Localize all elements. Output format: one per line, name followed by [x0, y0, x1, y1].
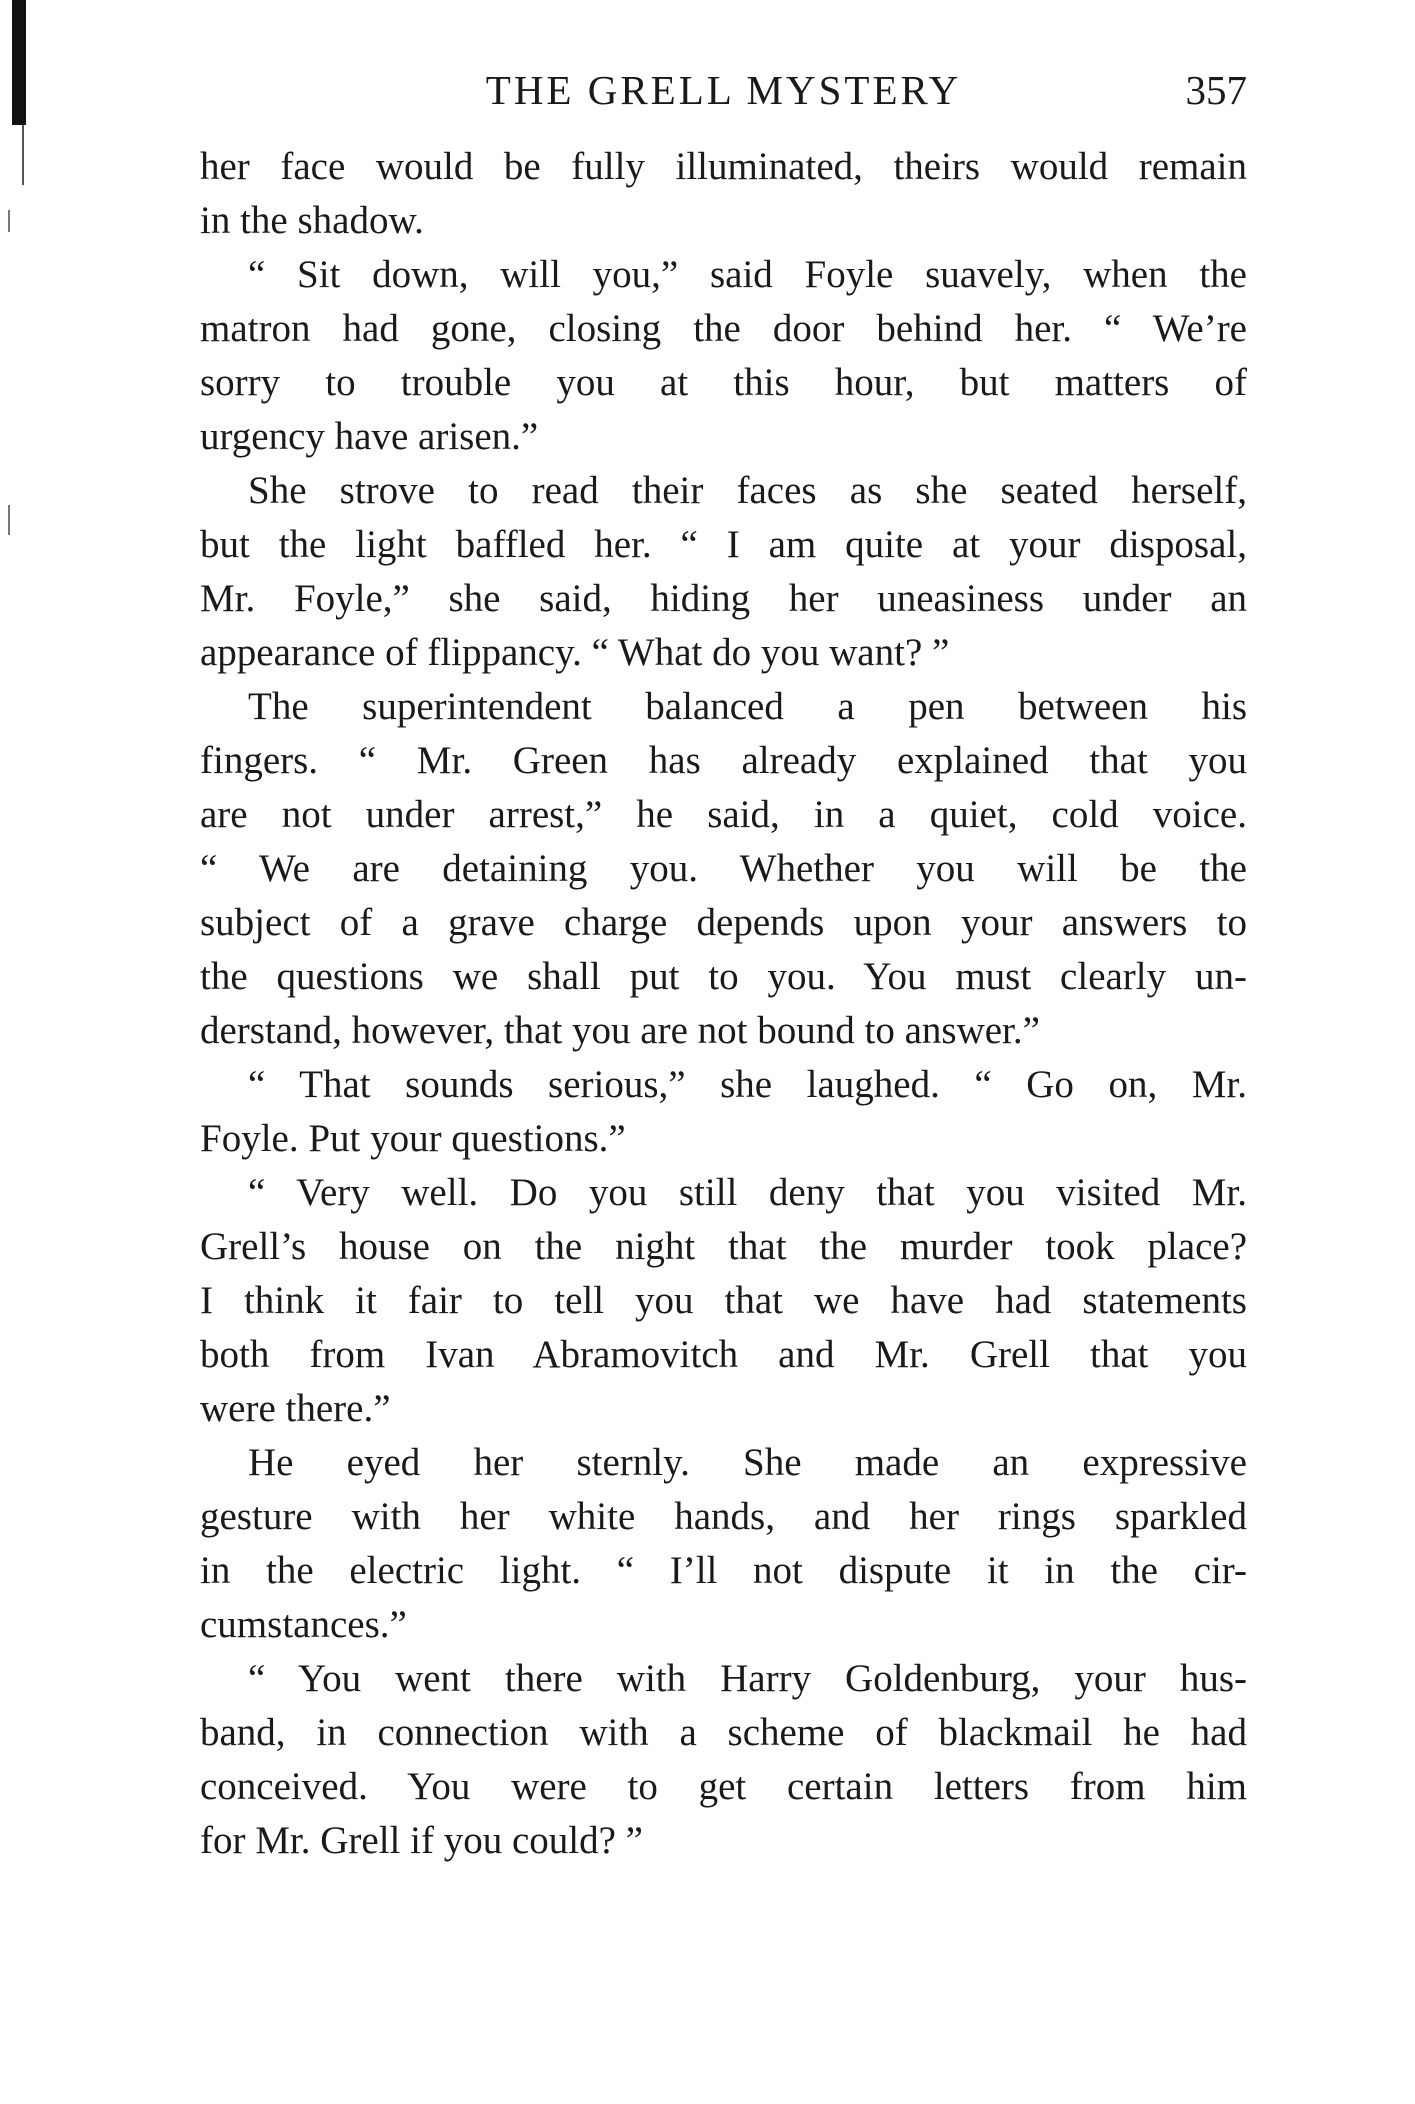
text-line: subject of a grave charge depends upon your answers to: [200, 901, 1247, 944]
page-binding-edge: [12, 0, 26, 125]
margin-mark: [8, 210, 10, 232]
text-line: Mr. Foyle,” she said, hiding her uneasiness under an: [200, 577, 1247, 620]
text-line: for Mr. Grell if you could? ”: [200, 1819, 643, 1862]
text-line: “ Sit down, will you,” said Foyle suavely, when the: [248, 253, 1247, 296]
text-line: “ That sounds serious,” she laughed. “ Go on, Mr.: [248, 1063, 1247, 1106]
text-line: were there.”: [200, 1387, 391, 1430]
text-line: The superintendent balanced a pen between his: [248, 685, 1247, 728]
text-line: Foyle. Put your questions.”: [200, 1117, 626, 1160]
page-binding-edge-lower: [22, 125, 24, 185]
text-line: derstand, however, that you are not bound to answer.”: [200, 1009, 1040, 1052]
text-line: her face would be fully illuminated, theirs would remain: [200, 145, 1247, 188]
text-line: fingers. “ Mr. Green has already explained that you: [200, 739, 1247, 782]
text-line: the questions we shall put to you. You must clearly un-: [200, 955, 1247, 998]
text-line: band, in connection with a scheme of blackmail he had: [200, 1711, 1247, 1754]
text-line: She strove to read their faces as she seated herself,: [248, 469, 1247, 512]
text-line: cumstances.”: [200, 1603, 407, 1646]
running-title: THE GRELL MYSTERY: [485, 67, 962, 113]
text-line: in the shadow.: [200, 199, 424, 242]
text-line: Grell’s house on the night that the murder took place?: [200, 1225, 1247, 1268]
text-line: “ We are detaining you. Whether you will be the: [200, 847, 1247, 890]
text-line: appearance of flippancy. “ What do you want? ”: [200, 631, 950, 674]
text-line: “ You went there with Harry Goldenburg, your hus-: [248, 1657, 1247, 1700]
body-text: [200, 140, 1247, 1868]
text-line: I think it fair to tell you that we have had statements: [200, 1279, 1247, 1322]
page-number: 357: [1185, 67, 1247, 113]
text-line: both from Ivan Abramovitch and Mr. Grell that you: [200, 1333, 1247, 1376]
margin-mark: [8, 505, 10, 535]
text-line: gesture with her white hands, and her rings sparkled: [200, 1495, 1247, 1538]
text-line: “ Very well. Do you still deny that you visited Mr.: [248, 1171, 1247, 1214]
text-line: in the electric light. “ I’ll not dispute it in the cir-: [200, 1549, 1247, 1592]
text-line: conceived. You were to get certain letters from him: [200, 1765, 1247, 1808]
text-line: urgency have arisen.”: [200, 415, 539, 458]
text-line: sorry to trouble you at this hour, but matters of: [200, 361, 1247, 404]
text-line: He eyed her sternly. She made an expressive: [248, 1441, 1247, 1484]
page-header: [200, 62, 1247, 118]
text-line: matron had gone, closing the door behind her. “ We’re: [200, 307, 1247, 350]
text-line: are not under arrest,” he said, in a quiet, cold voice.: [200, 793, 1247, 836]
text-line: but the light baffled her. “ I am quite at your disposal,: [200, 523, 1247, 566]
